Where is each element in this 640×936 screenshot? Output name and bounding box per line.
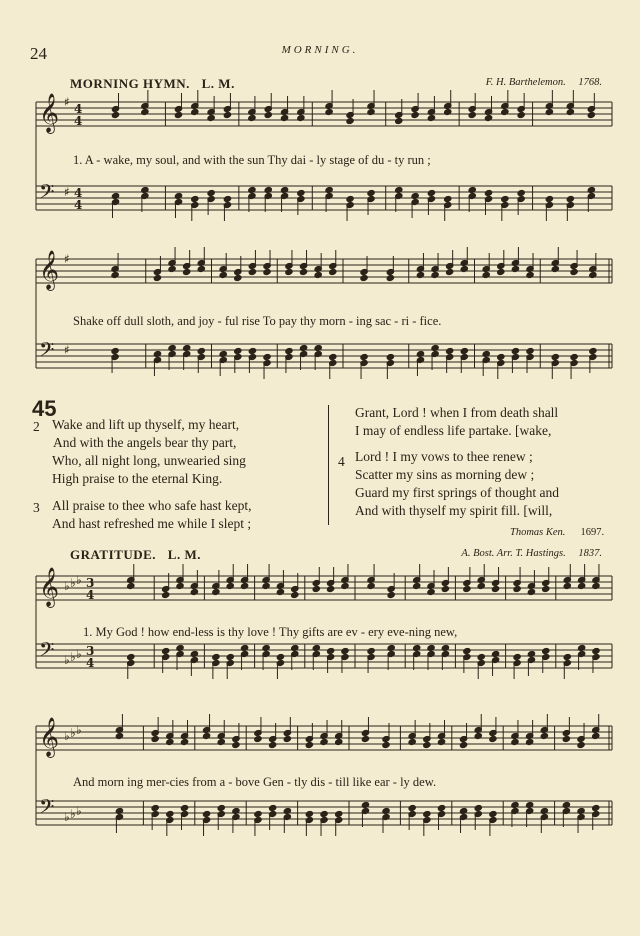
- notehead: [115, 807, 123, 814]
- notehead: [232, 807, 240, 814]
- running-head: MORNING.: [281, 44, 359, 56]
- notehead: [212, 588, 220, 595]
- notehead: [592, 582, 600, 589]
- key-signature-icon: ♭: [64, 729, 70, 743]
- notehead: [413, 644, 421, 651]
- notehead: [497, 268, 505, 275]
- notehead: [563, 582, 571, 589]
- notehead: [285, 347, 293, 354]
- notehead: [367, 189, 375, 196]
- notehead: [168, 265, 176, 272]
- notehead: [551, 265, 559, 272]
- notehead: [168, 344, 176, 351]
- author-year: 1697.: [580, 527, 605, 538]
- key-signature-icon: ♯: [64, 343, 70, 357]
- notehead: [283, 807, 291, 814]
- notehead: [176, 644, 184, 651]
- notehead: [463, 647, 471, 654]
- notehead: [297, 114, 305, 121]
- hymn-number: 45: [32, 396, 57, 421]
- notehead: [335, 810, 343, 817]
- notehead: [219, 350, 227, 357]
- notehead: [578, 644, 586, 651]
- notehead: [423, 810, 431, 817]
- notehead: [367, 647, 375, 654]
- author-name: Thomas Ken.: [510, 527, 566, 538]
- notehead: [477, 653, 485, 660]
- notehead: [234, 347, 242, 354]
- notehead: [162, 647, 170, 654]
- key-signature-icon: ♭: [64, 653, 70, 667]
- verse-line: Grant, Lord ! when I from death shall: [355, 405, 559, 420]
- notehead: [416, 271, 424, 278]
- notehead: [111, 271, 119, 278]
- notehead: [346, 195, 354, 202]
- notehead: [517, 111, 525, 118]
- notehead: [566, 195, 574, 202]
- time-signature-icon: 4: [86, 588, 95, 602]
- notehead: [395, 186, 403, 193]
- verse-line: Guard my first springs of thought and: [355, 485, 559, 500]
- notehead: [562, 735, 570, 742]
- notehead: [248, 114, 256, 121]
- notehead: [153, 350, 161, 357]
- notehead: [587, 111, 595, 118]
- verse-4: [355, 448, 559, 520]
- verse-line: Who, all night long, unwearied sing: [52, 453, 246, 468]
- notehead: [341, 582, 349, 589]
- notehead: [320, 810, 328, 817]
- column-divider: [328, 405, 329, 525]
- verse-number-3: 3: [33, 500, 40, 515]
- verse-line: And hast refreshed me while I slept ;: [52, 516, 252, 531]
- notehead: [291, 591, 299, 598]
- time-signature-icon: 4: [74, 198, 83, 212]
- notehead: [360, 274, 368, 281]
- notehead: [234, 274, 242, 281]
- verse-line: High praise to the eternal King.: [52, 471, 223, 486]
- notehead: [387, 591, 395, 598]
- key-signature-icon: ♭: [64, 579, 70, 593]
- notehead: [180, 804, 188, 811]
- notehead: [431, 344, 439, 351]
- notehead: [526, 347, 534, 354]
- tune-meter: L. M.: [167, 547, 201, 562]
- tune-title-morning-hymn: [70, 76, 235, 92]
- notehead: [285, 268, 293, 275]
- notehead: [305, 741, 313, 748]
- notehead: [527, 588, 535, 595]
- notehead: [212, 653, 220, 660]
- tune-meter: L. M.: [201, 76, 235, 91]
- key-signature-icon: ♭: [76, 804, 82, 818]
- notehead: [395, 117, 403, 124]
- notehead: [482, 271, 490, 278]
- key-signature-icon: ♭: [70, 576, 76, 590]
- verse-2: [52, 416, 246, 488]
- notehead: [280, 186, 288, 193]
- tune-name: MORNING HYMN.: [70, 76, 190, 91]
- notehead: [587, 186, 595, 193]
- bass-clef-icon: 𝄢: [39, 795, 55, 823]
- tune-title-gratitude: [70, 547, 201, 563]
- lyrics-line-3: 1. My God ! how end-less is thy love ! Thy gifts are ev - ery eve-ning new,: [83, 625, 458, 639]
- notehead: [254, 735, 262, 742]
- notehead: [207, 114, 215, 121]
- notehead: [197, 265, 205, 272]
- composer-year: 1768.: [578, 77, 602, 88]
- notehead: [427, 189, 435, 196]
- notehead: [329, 353, 337, 360]
- notehead: [459, 807, 467, 814]
- key-signature-icon: ♯: [64, 95, 70, 109]
- time-signature-icon: 3: [86, 644, 95, 658]
- notehead: [411, 111, 419, 118]
- verse-line: I may of endless life partake. [wake,: [355, 423, 552, 438]
- notehead: [408, 738, 416, 745]
- treble-clef-icon: 𝄞: [39, 93, 60, 133]
- notehead: [219, 271, 227, 278]
- notehead: [511, 265, 519, 272]
- key-signature-icon: ♭: [70, 726, 76, 740]
- notehead: [592, 804, 600, 811]
- verse-number-4: 4: [338, 454, 345, 469]
- notehead: [463, 585, 471, 592]
- notehead: [427, 588, 435, 595]
- notehead: [437, 738, 445, 745]
- notehead: [341, 647, 349, 654]
- notehead: [111, 347, 119, 354]
- notehead: [527, 650, 535, 657]
- notehead: [127, 582, 135, 589]
- notehead: [441, 585, 449, 592]
- notehead: [305, 810, 313, 817]
- notehead: [545, 108, 553, 115]
- notehead: [526, 801, 534, 808]
- lyrics-line-2: Shake off dull sloth, and joy - ful rise To pay thy morn - ing sac - ri - fice.: [73, 314, 442, 328]
- notehead: [474, 804, 482, 811]
- notehead: [111, 192, 119, 199]
- notehead: [431, 271, 439, 278]
- notehead: [489, 810, 497, 817]
- notehead: [416, 350, 424, 357]
- notehead: [327, 647, 335, 654]
- notehead: [545, 195, 553, 202]
- notehead: [300, 268, 308, 275]
- notehead: [241, 582, 249, 589]
- notehead: [484, 114, 492, 121]
- time-signature-icon: 4: [86, 656, 95, 670]
- notehead: [269, 741, 277, 748]
- notehead: [297, 189, 305, 196]
- notehead: [190, 588, 198, 595]
- notehead: [254, 810, 262, 817]
- notehead: [360, 353, 368, 360]
- notehead: [166, 810, 174, 817]
- notehead: [262, 582, 270, 589]
- notehead: [264, 111, 272, 118]
- notehead: [589, 347, 597, 354]
- bass-clef-icon: 𝄢: [39, 338, 55, 366]
- notehead: [191, 108, 199, 115]
- notehead: [226, 582, 234, 589]
- notehead: [283, 735, 291, 742]
- notehead: [566, 108, 574, 115]
- notehead: [446, 268, 454, 275]
- notehead: [166, 738, 174, 745]
- notehead: [501, 108, 509, 115]
- verse-line: And with thyself my spirit fill. [will,: [355, 503, 553, 518]
- notehead: [226, 653, 234, 660]
- notehead: [423, 741, 431, 748]
- composer-name: A. Bost. Arr. T. Hastings.: [461, 548, 566, 559]
- notehead: [444, 195, 452, 202]
- verse-number-2: 2: [33, 419, 40, 434]
- notehead: [217, 804, 225, 811]
- notehead: [335, 738, 343, 745]
- notehead: [513, 653, 521, 660]
- notehead: [263, 353, 271, 360]
- notehead: [489, 735, 497, 742]
- notehead: [176, 582, 184, 589]
- notehead: [513, 585, 521, 592]
- key-signature-icon: ♯: [64, 252, 70, 266]
- key-signature-icon: ♭: [64, 810, 70, 824]
- notehead: [280, 114, 288, 121]
- notehead: [589, 271, 597, 278]
- notehead: [441, 644, 449, 651]
- hymn-author: [510, 520, 604, 539]
- notehead: [511, 801, 519, 808]
- notehead: [526, 738, 534, 745]
- notehead: [174, 192, 182, 199]
- notehead: [468, 111, 476, 118]
- notehead: [217, 738, 225, 745]
- notehead: [570, 353, 578, 360]
- notehead: [492, 650, 500, 657]
- notehead: [190, 650, 198, 657]
- music-system-1: [0, 95, 640, 245]
- notehead: [263, 268, 271, 275]
- notehead: [542, 647, 550, 654]
- notehead: [207, 189, 215, 196]
- verse-line: Scatter my sins as morning dew ;: [355, 467, 535, 482]
- notehead: [248, 186, 256, 193]
- notehead: [460, 265, 468, 272]
- notehead: [386, 353, 394, 360]
- notehead: [202, 732, 210, 739]
- notehead: [367, 582, 375, 589]
- notehead: [387, 644, 395, 651]
- key-signature-icon: ♭: [70, 807, 76, 821]
- key-signature-icon: ♭: [76, 647, 82, 661]
- notehead: [141, 186, 149, 193]
- key-signature-icon: ♭: [76, 573, 82, 587]
- notehead: [151, 804, 159, 811]
- treble-clef-icon: 𝄞: [39, 250, 60, 290]
- notehead: [361, 801, 369, 808]
- notehead: [411, 192, 419, 199]
- treble-clef-icon: 𝄞: [39, 567, 60, 607]
- time-signature-icon: 3: [86, 576, 95, 590]
- notehead: [223, 195, 231, 202]
- notehead: [183, 344, 191, 351]
- notehead: [570, 268, 578, 275]
- notehead: [320, 738, 328, 745]
- notehead: [459, 741, 467, 748]
- notehead: [327, 585, 335, 592]
- notehead: [511, 347, 519, 354]
- notehead: [269, 804, 277, 811]
- notehead: [386, 274, 394, 281]
- notehead: [492, 585, 500, 592]
- notehead: [191, 195, 199, 202]
- notehead: [511, 738, 519, 745]
- tune-name: GRATITUDE.: [70, 547, 157, 562]
- notehead: [361, 735, 369, 742]
- notehead: [427, 644, 435, 651]
- notehead: [262, 644, 270, 651]
- notehead: [562, 801, 570, 808]
- notehead: [408, 804, 416, 811]
- notehead: [526, 271, 534, 278]
- verse-3-continued: [355, 404, 558, 440]
- composer-year: 1837.: [578, 548, 602, 559]
- notehead: [291, 644, 299, 651]
- notehead: [474, 732, 482, 739]
- treble-clef-icon: 𝄞: [39, 717, 60, 757]
- time-signature-icon: 4: [74, 186, 83, 200]
- notehead: [162, 591, 170, 598]
- notehead: [241, 644, 249, 651]
- notehead: [437, 804, 445, 811]
- notehead: [577, 807, 585, 814]
- notehead: [367, 108, 375, 115]
- time-signature-icon: 4: [74, 114, 83, 128]
- key-signature-icon: ♭: [70, 650, 76, 664]
- notehead: [563, 653, 571, 660]
- notehead: [497, 353, 505, 360]
- notehead: [577, 741, 585, 748]
- key-signature-icon: ♭: [76, 723, 82, 737]
- notehead: [180, 738, 188, 745]
- notehead: [314, 344, 322, 351]
- notehead: [382, 741, 390, 748]
- notehead: [232, 741, 240, 748]
- notehead: [248, 347, 256, 354]
- notehead: [183, 268, 191, 275]
- notehead: [223, 111, 231, 118]
- notehead: [540, 732, 548, 739]
- composer-credit-1: [486, 77, 602, 88]
- notehead: [276, 588, 284, 595]
- notehead: [551, 353, 559, 360]
- notehead: [248, 268, 256, 275]
- lyrics-line-1: 1. A - wake, my soul, and with the sun Thy dai - ly stage of du - ty run ;: [73, 153, 431, 167]
- notehead: [151, 735, 159, 742]
- notehead: [325, 186, 333, 193]
- notehead: [325, 108, 333, 115]
- verse-3: [52, 497, 251, 533]
- notehead: [484, 189, 492, 196]
- notehead: [153, 274, 161, 281]
- composer-name: F. H. Barthelemon.: [485, 77, 566, 88]
- verse-line: Lord ! I my vows to thee renew ;: [355, 449, 533, 464]
- notehead: [264, 186, 272, 193]
- notehead: [127, 653, 135, 660]
- notehead: [477, 582, 485, 589]
- bass-clef-icon: 𝄢: [39, 638, 55, 666]
- notehead: [427, 114, 435, 121]
- notehead: [312, 644, 320, 651]
- notehead: [413, 582, 421, 589]
- notehead: [578, 582, 586, 589]
- notehead: [482, 350, 490, 357]
- notehead: [197, 347, 205, 354]
- notehead: [460, 347, 468, 354]
- key-signature-icon: ♯: [64, 185, 70, 199]
- notehead: [346, 117, 354, 124]
- verse-line: And with the angels bear thy part,: [53, 435, 237, 450]
- notehead: [115, 732, 123, 739]
- bass-clef-icon: 𝄢: [39, 180, 55, 208]
- lyrics-line-4: And morn ing mer-cies from a - bove Gen - tly dis - till like ear - ly dew.: [73, 775, 437, 789]
- notehead: [468, 186, 476, 193]
- notehead: [382, 807, 390, 814]
- notehead: [592, 732, 600, 739]
- verse-line: Wake and lift up thyself, my heart,: [52, 417, 240, 432]
- notehead: [517, 189, 525, 196]
- notehead: [542, 585, 550, 592]
- notehead: [312, 585, 320, 592]
- notehead: [329, 268, 337, 275]
- notehead: [141, 108, 149, 115]
- notehead: [540, 807, 548, 814]
- verse-line: All praise to thee who safe hast kept,: [52, 498, 252, 513]
- notehead: [202, 810, 210, 817]
- notehead: [276, 653, 284, 660]
- notehead: [444, 108, 452, 115]
- notehead: [501, 195, 509, 202]
- notehead: [446, 347, 454, 354]
- notehead: [111, 111, 119, 118]
- page-number: 24: [30, 44, 47, 63]
- notehead: [300, 344, 308, 351]
- notehead: [592, 647, 600, 654]
- time-signature-icon: 4: [74, 102, 83, 116]
- notehead: [314, 271, 322, 278]
- composer-credit-2: [461, 548, 602, 559]
- notehead: [174, 111, 182, 118]
